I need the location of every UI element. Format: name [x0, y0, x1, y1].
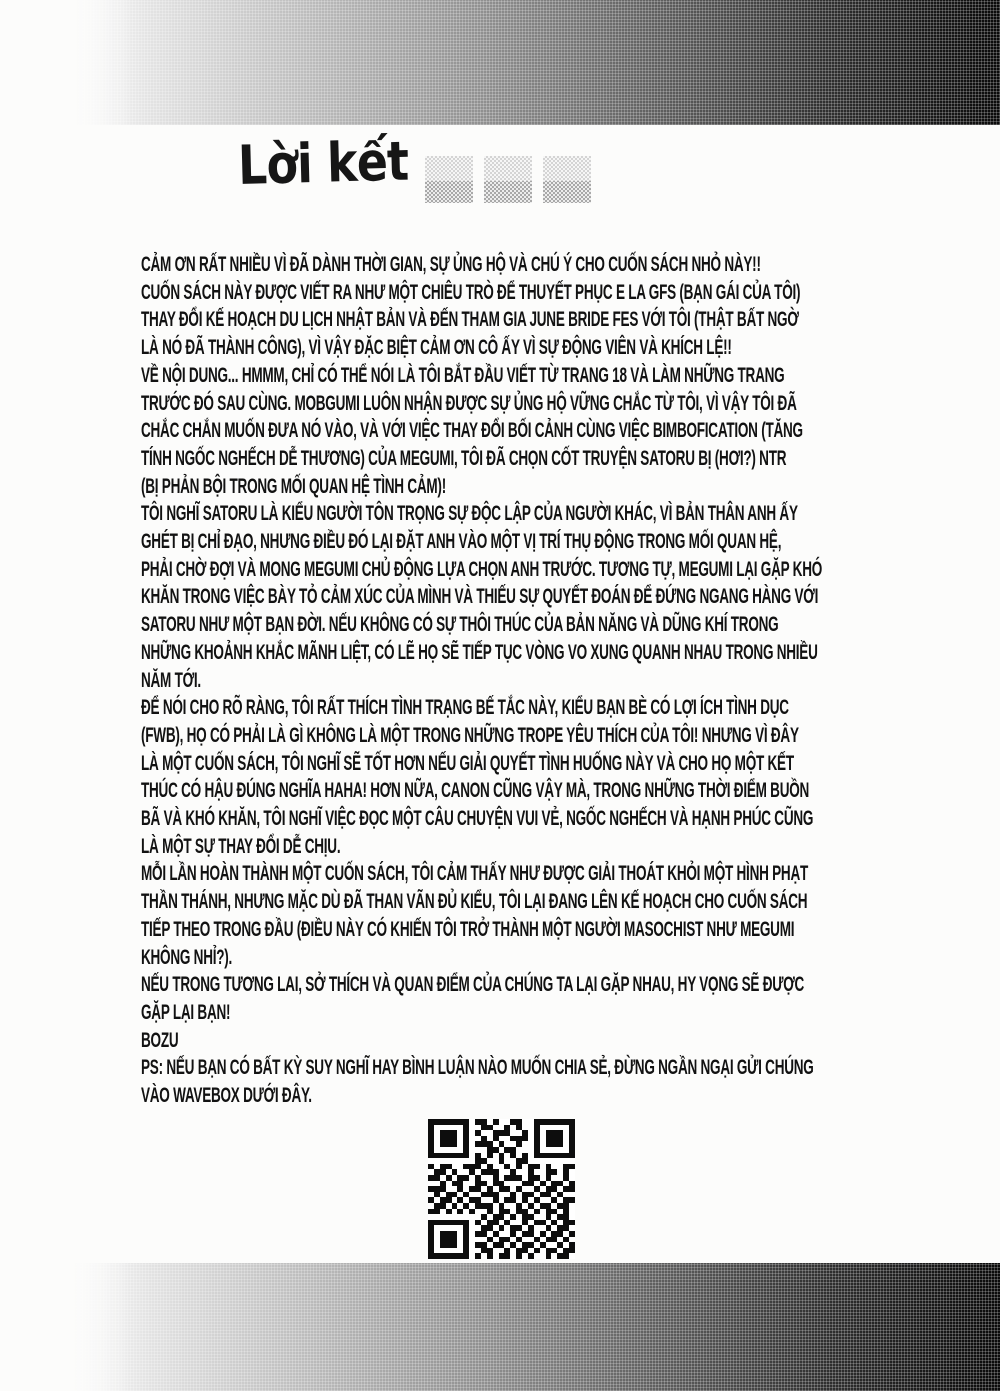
text-line: GHÉT BỊ CHỈ ĐẠO, NHƯNG ĐIỀU ĐÓ LẠI ĐẶT ANH VÀO MỘT VỊ TRÍ THỤ ĐỘNG TRONG MỐI QUAN HỆ, — [141, 529, 782, 554]
text-line: THAY ĐỔI KẾ HOẠCH DU LỊCH NHẬT BẢN VÀ ĐẾN THAM GIA JUNE BRIDE FES VỚI TÔI (THẬT BẤT NGỜ — [141, 307, 799, 332]
text-line: LÀ MỘT CUỐN SÁCH, TÔI NGHĨ SẼ TỐT HƠN NẾU GIẢI QUYẾT TÌNH HUỐNG NÀY VÀ CHO HỌ MỘT KẾT — [141, 750, 794, 775]
afterword-text — [141, 251, 1000, 1110]
text-line: BÃ VÀ KHÓ KHĂN, TÔI NGHĨ VIỆC ĐỌC MỘT CÂU CHUYỆN VUI VẺ, NGỐC NGHẾCH VÀ HẠNH PHÚC CŨNG — [141, 806, 814, 831]
halftone-square — [543, 156, 591, 203]
text-line: MỖI LẦN HOÀN THÀNH MỘT CUỐN SÁCH, TÔI CẢM THẤY NHƯ ĐƯỢC GIẢI THOÁT KHỎI MỘT HÌNH PHẠT — [141, 861, 809, 886]
text-line: THẦN THÁNH, NHƯNG MẶC DÙ ĐÃ THAN VÃN ĐỦ KIỂU, TÔI LẠI ĐANG LÊN KẾ HOẠCH CHO CUỐN SÁCH — [141, 889, 808, 914]
page-title: Lời kết — [237, 129, 409, 197]
text-line: BOZU — [141, 1027, 179, 1052]
text-line: LÀ MỘT SỰ THAY ĐỔI DỄ CHỊU. — [141, 833, 341, 858]
text-line: SATORU NHƯ MỘT BẠN ĐỜI. NẾU KHÔNG CÓ SỰ THÔI THÚC CỦA BẢN NĂNG VÀ DŨNG KHÍ TRONG — [141, 612, 779, 637]
text-line: NẾU TRONG TƯƠNG LAI, SỞ THÍCH VÀ QUAN ĐIỂM CỦA CHÚNG TA LẠI GẶP NHAU, HY VỌNG SẼ ĐƯỢC — [141, 972, 805, 997]
text-line: GẶP LẠI BẠN! — [141, 999, 231, 1024]
text-line: VỀ NỘI DUNG... HMMM, CHỈ CÓ THỂ NÓI LÀ TÔI BẮT ĐẦU VIẾT TỪ TRANG 18 VÀ LÀM NHỮNG TRANG — [141, 362, 785, 387]
text-line: KHÔNG NHỈ?). — [141, 944, 233, 969]
halftone-squares — [425, 156, 591, 203]
text-line: NĂM TỚI. — [141, 667, 201, 692]
text-line: TIẾP THEO TRONG ĐẦU (ĐIỀU NÀY CÓ KHIẾN TÔI TRỞ THÀNH MỘT NGƯỜI MASOCHIST NHƯ MEGUMI — [141, 916, 795, 941]
qr-module — [569, 1253, 575, 1259]
text-line: TÔI NGHĨ SATORU LÀ KIỂU NGƯỜI TÔN TRỌNG SỰ ĐỘC LẬP CỦA NGƯỜI KHÁC, VÌ BẢN THÂN ANH ẤY — [141, 501, 798, 526]
top-halftone-gradient — [66, 0, 1000, 125]
text-line: KHĂN TRONG VIỆC BÀY TỎ CẢM XÚC CỦA MÌNH VÀ THIẾU SỰ QUYẾT ĐOÁN ĐỂ ĐỨNG NGANG HÀNG VỚI — [141, 584, 819, 609]
text-line: PHẢI CHỜ ĐỢI VÀ MONG MEGUMI CHỦ ĐỘNG LỰA CHỌN ANH TRƯỚC. TƯƠNG TỰ, MEGUMI LẠI GẶP KHÓ — [141, 556, 823, 581]
halftone-square — [484, 156, 532, 203]
text-line: THÚC CÓ HẬU ĐÚNG NGHĨA HAHA! HƠN NỮA, CANON CŨNG VẬY MÀ, TRONG NHỮNG THỜI ĐIỂM BUỒN — [141, 778, 810, 803]
text-line: TRƯỚC ĐÓ SAU CÙNG. MOBGUMI LUÔN NHẬN ĐƯỢC SỰ ỦNG HỘ VỮNG CHẮC TỪ TÔI, VÌ VẬY TÔI ĐÃ — [141, 390, 797, 415]
text-line: TÍNH NGỐC NGHẾCH DỄ THƯƠNG) CỦA MEGUMI, TÔI ĐÃ CHỌN CỐT TRUYỆN SATORU BỊ (HƠI?) NTR — [141, 445, 787, 470]
text-line: LÀ NÓ ĐÃ THÀNH CÔNG), VÌ VẬY ĐẶC BIỆT CẢM ƠN CÔ ẤY VÌ SỰ ĐỘNG VIÊN VÀ KHÍCH LỆ!! — [141, 335, 732, 360]
text-line: CẢM ƠN RẤT NHIỀU VÌ ĐÃ DÀNH THỜI GIAN, SỰ ỦNG HỘ VÀ CHÚ Ý CHO CUỐN SÁCH NHỎ NÀY!! — [141, 252, 761, 276]
text-line: CHẮC CHẮN MUỐN ĐƯA NÓ VÀO, VÀ VỚI VIỆC THAY ĐỔI BỐI CẢNH CÙNG VIỆC BIMBOFICATION (TĂNG — [141, 418, 803, 443]
text-line: CUỐN SÁCH NÀY ĐƯỢC VIẾT RA NHƯ MỘT CHIÊU TRÒ ĐỂ THUYẾT PHỤC E LA GFS (BẠN GÁI CỦA TÔI) — [141, 279, 801, 304]
bottom-halftone-gradient — [64, 1263, 1000, 1391]
text-line: VÀO WAVEBOX DƯỚI ĐÂY. — [141, 1083, 312, 1108]
wavebox-qr-code — [428, 1119, 575, 1259]
text-line: PS: NẾU BẠN CÓ BẤT KỲ SUY NGHĨ HAY BÌNH LUẬN NÀO MUỐN CHIA SẺ, ĐỪNG NGẦN NGẠI GỬI CHÚNG — [141, 1055, 814, 1080]
text-line: ĐỂ NÓI CHO RÕ RÀNG, TÔI RẤT THÍCH TÌNH TRẠNG BẾ TẮC NÀY, KIỂU BẠN BÈ CÓ LỢI ÍCH TÌNH DỤC — [141, 695, 789, 720]
halftone-square — [425, 156, 473, 203]
text-line: NHỮNG KHOẢNH KHẮC MÃNH LIỆT, CÓ LẼ HỌ SẼ TIẾP TỤC VÒNG VO XUNG QUANH NHAU TRONG NHIỀU — [141, 639, 818, 664]
text-line: (FWB), HỌ CÓ PHẢI LÀ GÌ KHÔNG LÀ MỘT TRONG NHỮNG TROPE YÊU THÍCH CỦA TÔI! NHƯNG VÌ ĐÂY — [141, 722, 799, 747]
text-line: (BỊ PHẢN BỘI TRONG MỐI QUAN HỆ TÌNH CẢM)! — [141, 473, 446, 498]
